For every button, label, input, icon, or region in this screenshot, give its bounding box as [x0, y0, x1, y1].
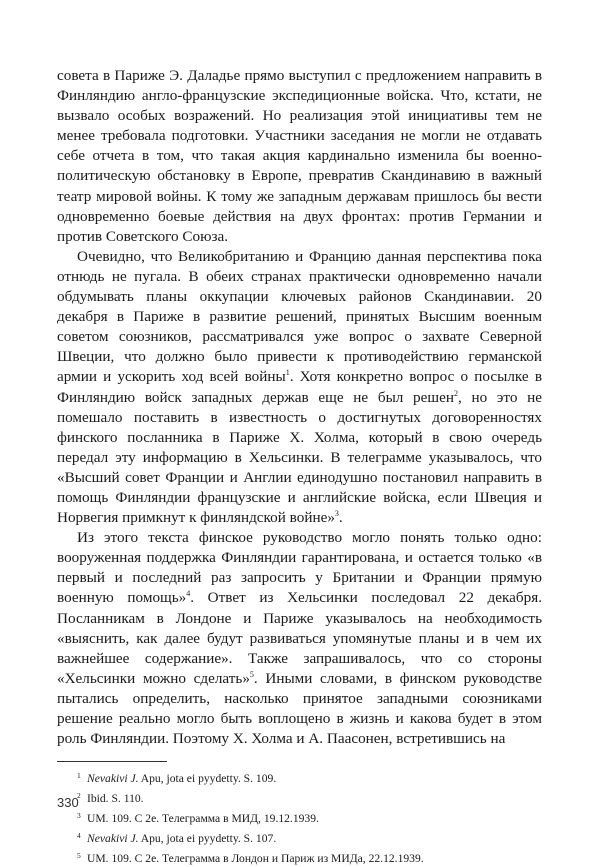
footnote-author: Nevakivi J.	[87, 832, 139, 846]
document-page	[57, 66, 542, 867]
page-number: 330	[57, 795, 79, 810]
footnote-reference: 3	[334, 509, 339, 519]
paragraph-text: совета в Париже Э. Даладье прямо выступил с предложением направить в Финляндию англо-французские экспедиционные войска. Что, кстати, не вызвало особых возражений. Но реализация этой инициативы тем не менее требовала подготовки. Участники заседания не могли не отдавать себе отчета в том, что такая акция кардинально изменила бы военно-политическую обстановку в Европе, превратив Скандинавию в важный театр мировой войны. К тому же западным державам пришлось бы вести одновременно боевые действия на двух фронтах: против Германии и против Советского Союза.	[57, 67, 542, 245]
footnote-text: UM. 109. C 2e. Телеграмма в Лондон и Париж из МИДа, 22.12.1939.	[87, 852, 424, 866]
footnote	[77, 847, 542, 867]
footnote	[77, 807, 542, 827]
paragraph	[57, 528, 542, 749]
paragraph-text: .	[338, 509, 343, 527]
footnote	[77, 767, 542, 787]
footnote-number: 2	[77, 791, 81, 801]
footnote	[77, 787, 542, 807]
footnote	[77, 827, 542, 847]
paragraph-text: . Хотя конкретно вопрос о посылке в Финляндию войск западных держав еще не был решен	[57, 368, 543, 406]
footnote-reference: 5	[249, 669, 254, 679]
footnote-reference: 2	[453, 388, 458, 398]
footnote-number: 1	[77, 771, 81, 781]
paragraph-text: , но это не помешало поставить в известность о достигнутых договоренностях финского посланника в Париже Х. Холма, который в свою очередь передал эту информацию в Хельсинки. В телеграмме указывалось, что «Высший совет Франции и Англии единодушно постановил направить в помощь Финляндии французские и английские войска, если Швеция и Норвегия примкнут к финляндской войне»	[57, 388, 542, 527]
footnote-text: UM. 109. C 2e. Телеграмма в МИД, 19.12.1939.	[87, 812, 319, 826]
footnote-number: 3	[77, 811, 81, 821]
footnote-text: Apu, jota ei pyydetty. S. 107.	[138, 832, 277, 846]
footnote-author: Nevakivi J.	[87, 772, 139, 786]
footnote-separator	[57, 761, 167, 762]
paragraph	[57, 247, 542, 528]
paragraph-text: . Ответ из Хельсинки последовал 22 декабря. Посланникам в Лондоне и Париже указывалось на необходимость «выяснить, как далее будут развиваться упомянутые планы и в чем их важнейшее содержание». Также запрашивалось, что со стороны «Хельсинки можно сделать»	[57, 589, 542, 687]
paragraph	[57, 66, 542, 247]
paragraph-text: Из этого текста финское руководство могло понять только одно: вооруженная поддержка Финляндии гарантирована, и остается только «в первый и последний раз запросить у Британии и Франции прямую военную помощь»	[57, 529, 542, 607]
body-text	[57, 66, 542, 749]
footnote-text: Apu, jota ei pyydetty. S. 109.	[138, 772, 277, 786]
footnote-reference: 1	[285, 368, 290, 378]
footnote-text: Ibid. S. 110.	[87, 792, 144, 806]
paragraph-text: . Иными словами, в финском руководстве пытались определить, насколько принятое западными союзниками решение реально могло быть воплощено в жизнь и какова будет в этом роль Финляндии. Поэтому Х. Холма и А. Паасонен, встретившись на	[57, 669, 542, 748]
footnote-number: 5	[77, 851, 81, 861]
footnote-number: 4	[77, 831, 81, 841]
footnote-reference: 4	[186, 589, 191, 599]
paragraph-text: Очевидно, что Великобританию и Францию данная перспектива пока отнюдь не пугала. В обеих странах практически одновременно начали обдумывать планы оккупации ключевых районов Скандинавии. 20 декабря в Париже в развитие решений, принятых Высшим военным советом союзников, рассматривался уже вопрос о захвате Северной Швеции, что должно было привести к противодействию германской армии и ускорить ход всей войны	[57, 247, 542, 386]
footnotes	[57, 767, 542, 867]
